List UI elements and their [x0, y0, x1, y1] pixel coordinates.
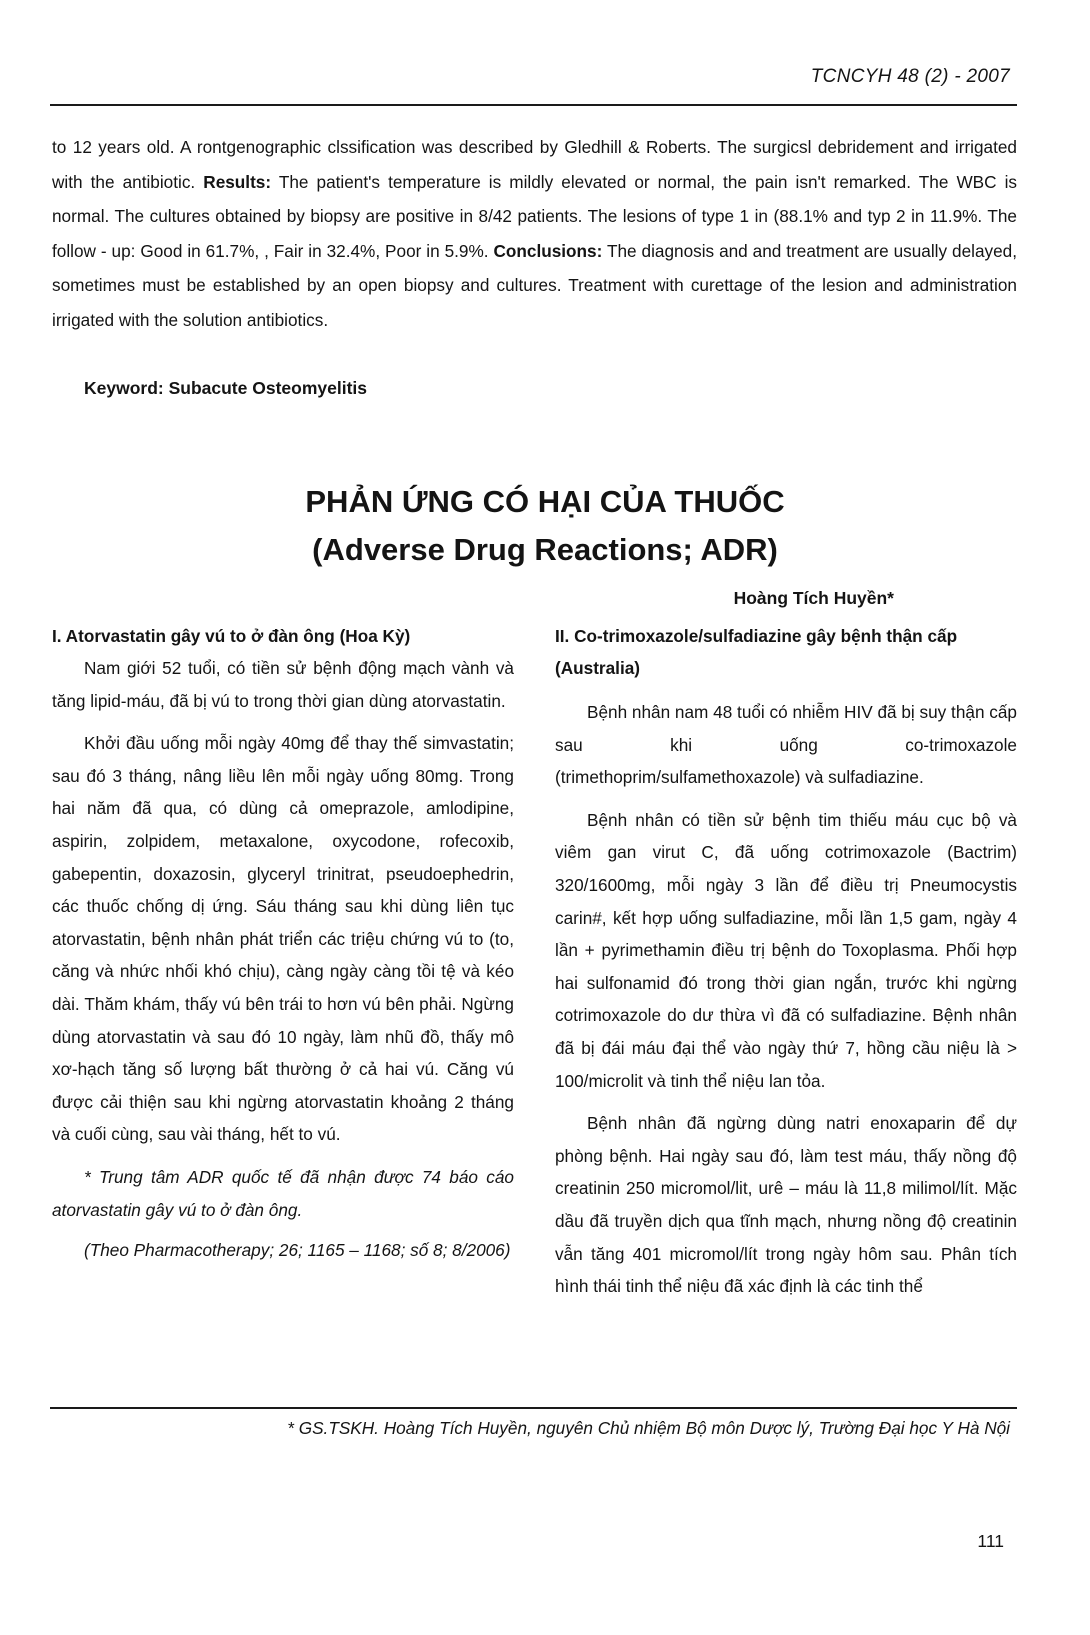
section-1-paragraph-1: Nam giới 52 tuổi, có tiền sử bệnh động mạch vành và tăng lipid-máu, đã bị vú to trong thời gian dùng atorvastatin.	[52, 658, 514, 711]
header-divider	[50, 104, 1017, 106]
section-1-heading: I. Atorvastatin gây vú to ở đàn ông (Hoa Kỳ)	[52, 626, 411, 646]
author-footnote: * GS.TSKH. Hoàng Tích Huyền, nguyên Chủ nhiệm Bộ môn Dược lý, Trường Đại học Y Hà Nội	[287, 1418, 1010, 1438]
section-2-heading: II. Co-trimoxazole/sulfadiazine gây bệnh thận cấp (Australia)	[555, 626, 958, 678]
abstract-text	[52, 130, 1017, 337]
section-1-source: (Theo Pharmacotherapy; 26; 1165 – 1168; số 8; 8/2006)	[84, 1240, 511, 1261]
results-label: Results:	[203, 171, 272, 192]
section-1-paragraph-2: Khởi đầu uống mỗi ngày 40mg để thay thế simvastatin; sau đó 3 tháng, nâng liều lên mỗi ngày uống 80mg. Trong hai năm đã qua, có dùng cả omeprazole, amlodipine, aspirin, zolpidem, metaxalone, oxycodone, rofecoxib, gabepentin, doxazosin, glyceryl trinitrat, pseudoephedrin, các thuốc chống dị ứng. Sáu tháng sau khi dùng liên tục atorvastatin, bệnh nhân phát triển các triệu chứng vú to (to, căng và nhức nhối khó chịu), càng ngày càng tồi tệ và kéo dài. Thăm khám, thấy vú bên trái to hơn vú bên phải. Ngừng dùng atorvastatin và sau đó 10 ngày, làm nhũ đồ, thấy mô xơ-hạch tăng số lượng bất thường ở cả hai vú. Căng vú được cải thiện sau khi ngừng atorvastatin khoảng 2 tháng và cuối cùng, sau vài tháng, hết to vú.	[52, 733, 514, 1145]
footnote-divider	[50, 1407, 1017, 1409]
title-line-2: (Adverse Drug Reactions; ADR)	[312, 532, 778, 567]
article-title	[0, 478, 1090, 574]
section-2-paragraph-1: Bệnh nhân nam 48 tuổi có nhiễm HIV đã bị suy thận cấp sau khi uống co-trimoxazole (trimethoprim/sulfamethoxazole) và sulfadiazine.	[555, 702, 1017, 788]
right-column	[555, 620, 1017, 1313]
article-author: Hoàng Tích Huyền*	[733, 588, 894, 608]
left-column	[52, 620, 514, 1275]
section-2-paragraph-2: Bệnh nhân có tiền sử bệnh tim thiếu máu cục bộ và viêm gan virut C, đã uống cotrimoxazole (Bactrim) 320/1600mg, mỗi ngày 3 lần để điều trị Pneumocystis carin#, kết hợp uống sulfadiazine, mỗi lần 1,5 gam, ngày 4 lần + pyrimethamin điều trị bệnh do Toxoplasma. Phối hợp hai sulfonamid đó trong thời gian ngắn, trước khi ngừng cotrimoxazole do dư thừa vì đã có sulfadiazine. Bệnh nhân đã bị đái máu đại thể vào ngày thứ 7, hồng cầu niệu là > 100/microlit và tinh thể niệu lan tỏa.	[555, 809, 1017, 1091]
abstract-results: The patient's temperature is mildly elevated or normal, the pain isn't remarked. The WBC is normal. The cultures obtained by biopsy are positive in 8/42 patients. The lesions of type 1 in (88.1% and typ 2 in 11.9%. The follow - up: Good in 61.7%, , Fair in 32.4%, Poor in 5.9%.	[52, 171, 1018, 261]
title-line-1: PHẢN ỨNG CÓ HẠI CỦA THUỐC	[305, 484, 785, 519]
abstract-conclusions: The diagnosis and and treatment are usually delayed, sometimes must be established by an open biopsy and cultures. Treatment with curettage of the lesion and administration irrigated with the solution antibiotics.	[52, 240, 1017, 330]
conclusions-label: Conclusions:	[493, 240, 603, 261]
keyword-line: Keyword: Subacute Osteomyelitis	[84, 378, 367, 398]
abstract-intro: to 12 years old. A rontgenographic clssification was described by Gledhill & Roberts. The surgicsl debridement and irrigated with the antibiotic.	[52, 137, 1017, 192]
page-number: 111	[977, 1531, 1004, 1551]
section-2-paragraph-3: Bệnh nhân đã ngừng dùng natri enoxaparin để dự phòng bệnh. Hai ngày sau đó, làm test máu, thấy nồng độ creatinin 250 micromol/lit, urê – máu là 11,8 milimol/lít. Mặc dầu đã truyền dịch qua tĩnh mạch, nhưng nồng độ creatinin vẫn tăng 401 micromol/lít trong ngày hôm sau. Phân tích hình thái tinh thể niệu đã xác định là các tinh thể	[555, 1113, 1017, 1297]
journal-reference: TCNCYH 48 (2) - 2007	[810, 66, 1010, 87]
section-1-note: * Trung tâm ADR quốc tế đã nhận được 74 báo cáo atorvastatin gây vú to ở đàn ông.	[52, 1166, 514, 1220]
